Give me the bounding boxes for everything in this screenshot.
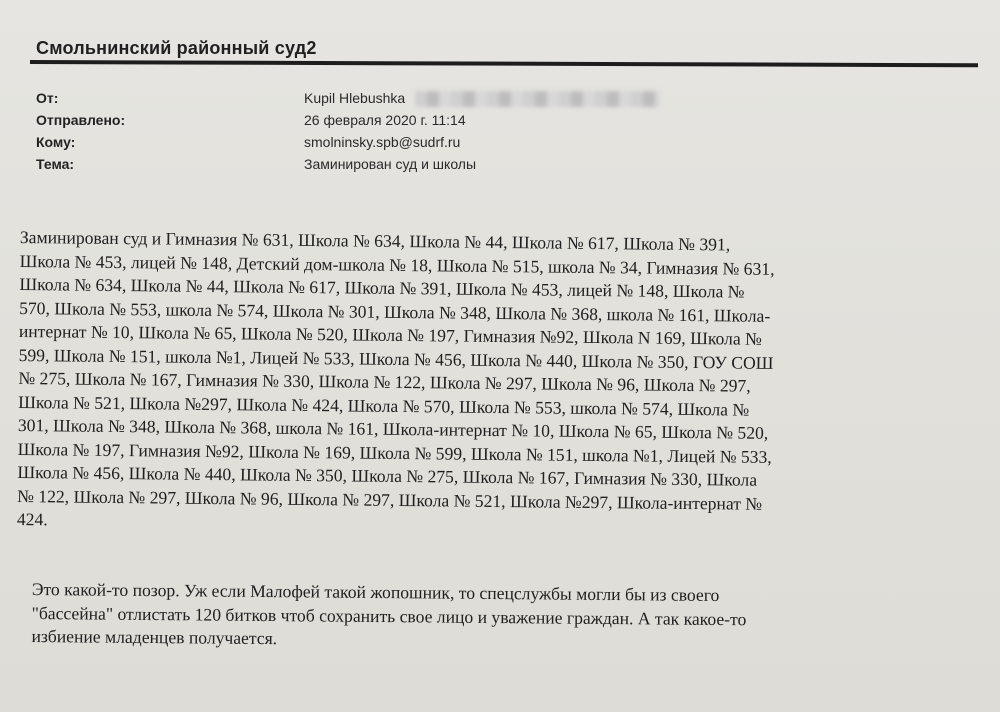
body-line: интернат № 10, Школа № 65, Школа № 520, Школа № 197, Гимназия №92, Школа N 169, Школа №: [18, 320, 763, 349]
body-line: Школа № 197, Гимназия №92, Школа № 169, Школа № 599, Школа № 151, школа №1, Лицей № 533,: [17, 438, 772, 467]
body-line: Школа № 634, Школа № 44, Школа № 617, Школа № 391, Школа № 453, лицей № 148, Школа №: [19, 273, 745, 302]
from-value: Kupil Hlebushka: [304, 90, 406, 106]
body-line: 599, Школа № 151, школа №1, Лицей № 533, Школа № 456, Школа № 440, Школа № 350, ГОУ СОШ: [18, 344, 774, 373]
to-label: Кому:: [36, 134, 76, 150]
sent-value: 26 февраля 2020 г. 11:14: [304, 112, 466, 128]
body-line: № 275, Школа № 167, Гимназия № 330, Школа № 122, Школа № 297, Школа № 96, Школа № 297,: [18, 367, 751, 396]
body-line: Школа № 456, Школа № 440, Школа № 350, Школа № 275, Школа № 167, Гимназия № 330, Школа: [17, 461, 758, 490]
body-line: 424.: [16, 508, 48, 530]
redacted-email: [415, 91, 660, 107]
title-divider: [30, 60, 978, 67]
comment-line: Это какой-то позор. Уж если Малофей такой жопошник, то спецслужбы могли бы из своего: [31, 578, 720, 605]
body-line: Школа № 453, лицей № 148, Детский дом-школа № 18, Школа № 515, школа № 34, Гимназия № 631,: [19, 250, 775, 279]
from-value-wrap: [304, 90, 660, 107]
body-line: 570, Школа № 553, школа № 574, Школа № 301, Школа № 348, Школа № 368, школа № 161, Школа-: [19, 297, 771, 326]
from-label: От:: [36, 90, 59, 106]
body-line: 301, Школа № 348, Школа № 368, школа № 161, Школа-интернат № 10, Школа № 65, Школа № 520,: [17, 414, 769, 443]
message-body: [17, 226, 980, 542]
body-line: Школа № 521, Школа №297, Школа № 424, Школа № 570, Школа № 553, школа № 574, Школа №: [18, 391, 750, 420]
to-value: smolninsky.spb@sudrf.ru: [304, 134, 461, 150]
document-title: Смольнинский районный суд2: [36, 38, 317, 58]
body-line: Заминирован суд и Гимназия № 631, Школа № 634, Школа № 44, Школа № 617, Школа № 391,: [19, 226, 731, 255]
message-comment: [31, 578, 962, 657]
comment-line: избиение младенцев получается.: [31, 625, 278, 649]
subject-label: Тема:: [36, 156, 75, 172]
sent-label: Отправлено:: [36, 112, 126, 128]
subject-value: Заминирован суд и школы: [304, 156, 477, 172]
body-line: № 122, Школа № 297, Школа № 96, Школа № 297, Школа № 521, Школа №297, Школа-интернат №: [17, 485, 763, 514]
comment-line: "бассейна" отлистать 120 битков чтоб сохранить свое лицо и уважение граждан. А так какое-то: [31, 602, 747, 629]
